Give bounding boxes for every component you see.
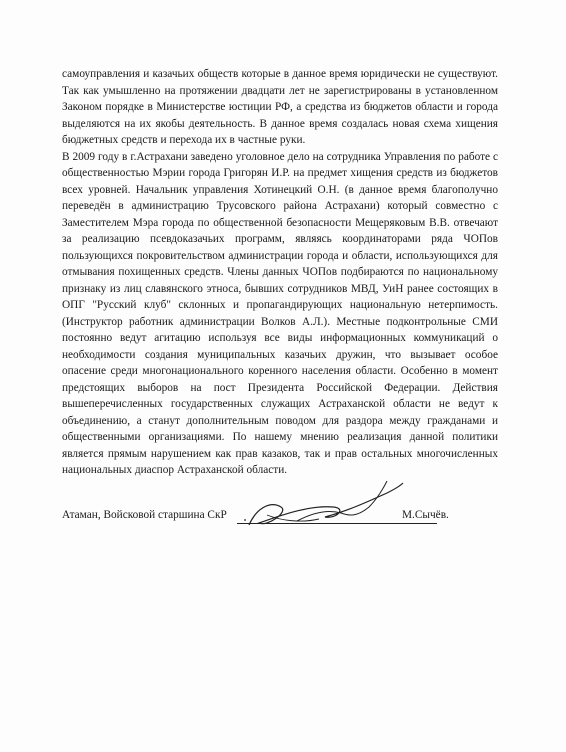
- paragraph-1: самоуправления и казачьих обществ которые в данное время юридически не существуют. Так как умышленно на протяжении двадцати лет не зарегистрированы в установленном Законом порядке в Министерстве юстиции РФ, а средства из бюджетов области и города выделяются на их якобы деятельность. В данное время создалась новая схема хищения бюджетных средств и перехода их в частные руки.: [62, 68, 498, 146]
- signature-block: [62, 509, 498, 539]
- scan-speck: [244, 519, 246, 521]
- letter-body: [62, 66, 498, 479]
- signatory-name: М.Сычёв.: [402, 509, 449, 521]
- paragraph-2: В 2009 году в г.Астрахани заведено уголовное дело на сотрудника Управления по работе с общественностью Мэрии города Григорян И.Р. на предмет хищения средств из бюджетов всех уровней. Начальник управления Хотинецкий О.Н. (в данное время благополучно переведён в администрацию Трусовского района Астрахани) который совместно с Заместителем Мэра города по общественной безопасности Мещеряковым В.В. отвечают за реализацию псевдоказачьих программ, являясь координаторами ряда ЧОПов пользующихся покровительством администрации города и области, использующихся для отмывания похищенных средств. Члены данных ЧОПов подбираются по национальному признаку из лиц славянского этноса, бывших сотрудников МВД, УиН ранее состоящих в ОПГ "Русский клуб" склонных и пропагандирующих национальную нетерпимость. (Инструктор работник администрации Волков А.Л.). Местные подконтрольные СМИ постоянно ведут агитацию используя все виды информационных коммуникаций о необходимости создания муниципальных казачьих дружин, что вызывает особое опасение среди многонационального коренного населения области. Особенно в момент предстоящих выборов на пост Президента Российской Федерации. Действия вышеперечисленных государственных служащих Астраханской области не ведут к объединению, а станут дополнительным поводом для раздора между гражданами и общественными организациями. По нашему мнению реализация данной политики является прямым нарушением как прав казаков, так и прав остальных многочисленных национальных диаспор Астраханской области.: [62, 150, 498, 476]
- signatory-title: Атаман, Войсковой старшина СкР: [62, 509, 227, 521]
- handwritten-signature: [237, 477, 407, 537]
